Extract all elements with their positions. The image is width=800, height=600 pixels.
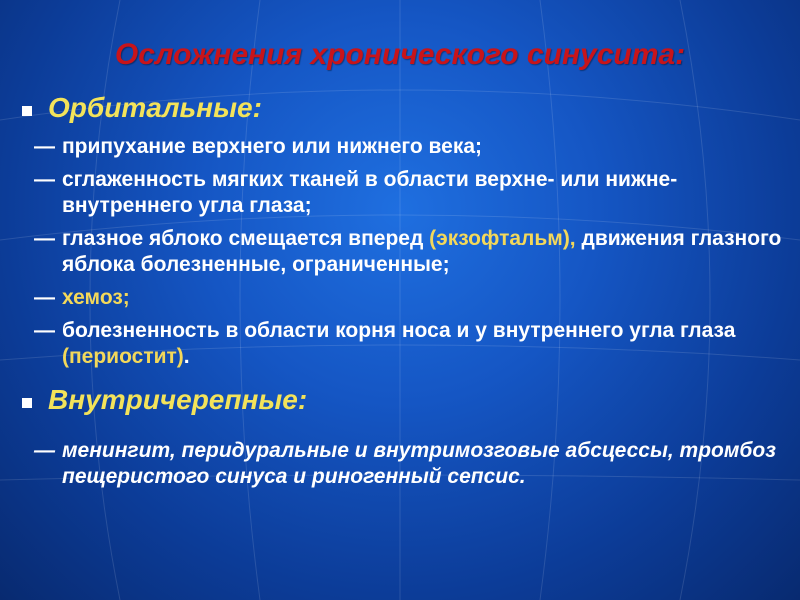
dash-marker: — bbox=[34, 168, 55, 191]
section-heading-label: Внутричерепные: bbox=[48, 384, 308, 415]
section-heading-label: Орбитальные: bbox=[48, 92, 262, 123]
square-bullet-icon bbox=[22, 398, 32, 408]
dash-marker: — bbox=[34, 319, 55, 342]
list-item bbox=[22, 134, 782, 160]
highlighted-term: хемоз; bbox=[62, 286, 130, 309]
list-item bbox=[22, 167, 782, 219]
dash-marker: — bbox=[34, 227, 55, 250]
list-item bbox=[22, 285, 782, 311]
orbital-list bbox=[22, 134, 782, 370]
list-item bbox=[22, 438, 782, 490]
highlighted-term: (периостит) bbox=[62, 345, 184, 368]
list-item-text: . bbox=[183, 345, 190, 368]
intracranial-list bbox=[22, 438, 782, 490]
section-heading-orbital bbox=[22, 92, 782, 124]
list-item-text: сглаженность мягких тканей в области верхне- или нижне-внутреннего угла глаза; bbox=[62, 168, 678, 217]
list-item-text: болезненность в области корня носа и у внутреннего угла глаза bbox=[62, 319, 736, 342]
list-item bbox=[22, 226, 782, 278]
dash-marker: — bbox=[34, 135, 55, 158]
list-item bbox=[22, 318, 782, 370]
list-item-text: движения глазного яблока болезненные, ограниченные; bbox=[62, 227, 782, 276]
list-item-text: менингит, перидуральные и внутримозговые абсцессы, тромбоз пещеристого синуса и риногенный сепсис. bbox=[62, 439, 776, 488]
list-item-text: припухание верхнего или нижнего века; bbox=[62, 135, 483, 158]
slide-content bbox=[22, 90, 782, 490]
square-bullet-icon bbox=[22, 106, 32, 116]
list-item-text: глазное яблоко смещается вперед bbox=[62, 227, 430, 250]
section-heading-intracranial bbox=[22, 384, 782, 416]
dash-marker: — bbox=[34, 286, 55, 309]
slide-title: Осложнения хронического синусита: bbox=[114, 38, 686, 71]
highlighted-term: (экзофтальм), bbox=[429, 227, 576, 250]
dash-marker: — bbox=[34, 439, 55, 462]
